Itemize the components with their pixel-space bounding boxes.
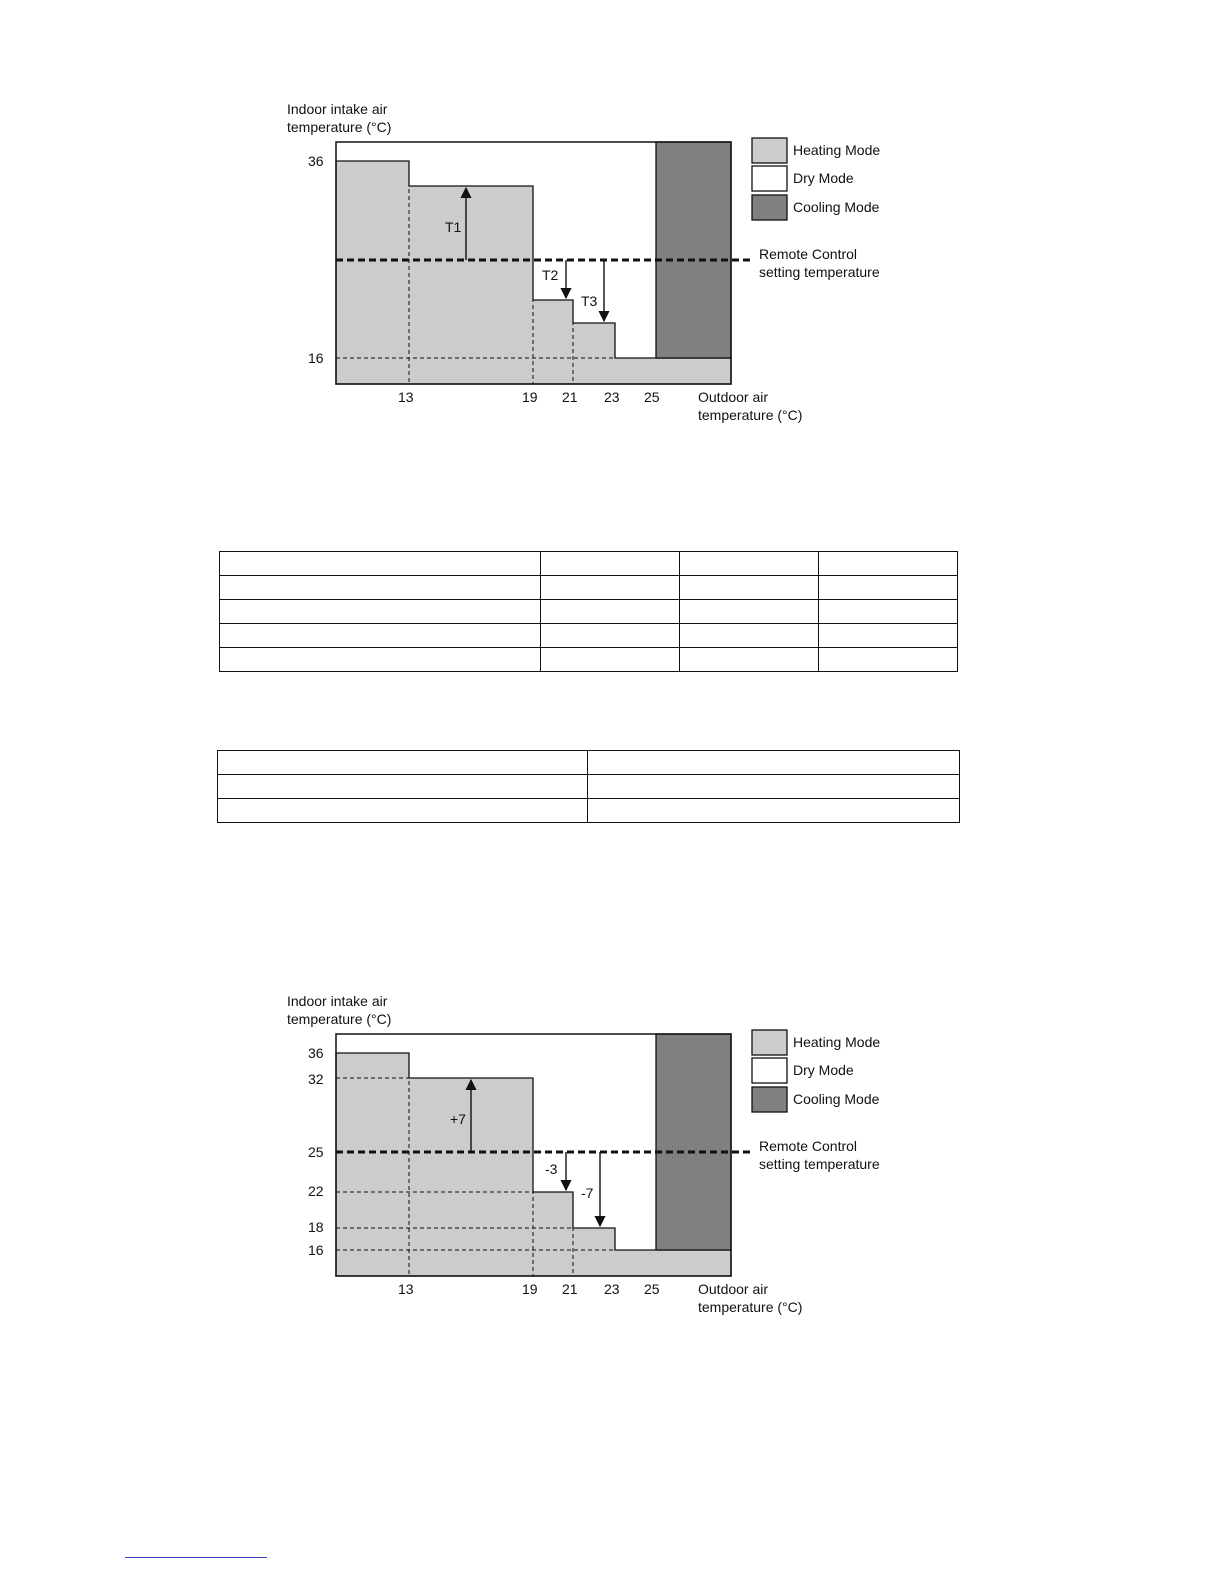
- setpoint-label-line1: Remote Control: [759, 1138, 858, 1154]
- y-tick-25: 25: [308, 1144, 324, 1160]
- x-tick-21: 21: [562, 1281, 578, 1297]
- cooling-mode-region: [656, 1034, 731, 1250]
- arrow-label-t2: T2: [542, 267, 559, 283]
- legend-swatch-heating: [752, 1030, 787, 1055]
- legend-label-heating: Heating Mode: [793, 1034, 881, 1050]
- footnote-rule: [125, 1557, 267, 1558]
- legend: [752, 1030, 880, 1112]
- cooling-mode-region: [656, 142, 731, 358]
- arrow-label-minus-7: -7: [581, 1185, 594, 1201]
- empty-table-1: [219, 551, 958, 672]
- table-row: [220, 576, 958, 600]
- y-tick-32: 32: [308, 1071, 324, 1087]
- x-tick-25: 25: [644, 1281, 660, 1297]
- x-axis-label-line2: temperature (°C): [698, 1299, 803, 1315]
- arrow-label-minus-3: -3: [545, 1161, 558, 1177]
- y-tick-22: 22: [308, 1183, 324, 1199]
- table-row: [220, 624, 958, 648]
- y-axis-label-line2: temperature (°C): [287, 119, 392, 135]
- y-axis-label-line1: Indoor intake air: [287, 993, 388, 1009]
- x-tick-19: 19: [522, 389, 538, 405]
- x-axis-label-line1: Outdoor air: [698, 389, 769, 405]
- x-axis-label-line1: Outdoor air: [698, 1281, 769, 1297]
- y-tick-16: 16: [308, 1242, 324, 1258]
- x-tick-23: 23: [604, 389, 620, 405]
- legend-label-dry: Dry Mode: [793, 1062, 854, 1078]
- legend: [752, 138, 880, 220]
- table-row: [220, 552, 958, 576]
- legend-label-cooling: Cooling Mode: [793, 1091, 880, 1107]
- x-tick-21: 21: [562, 389, 578, 405]
- table-row: [218, 751, 960, 775]
- legend-swatch-heating: [752, 138, 787, 163]
- y-tick-36: 36: [308, 1045, 324, 1061]
- arrow-label-t3: T3: [581, 293, 598, 309]
- x-tick-13: 13: [398, 389, 414, 405]
- x-axis-label-line2: temperature (°C): [698, 407, 803, 423]
- x-tick-13: 13: [398, 1281, 414, 1297]
- legend-swatch-cooling: [752, 1087, 787, 1112]
- setpoint-label-line1: Remote Control: [759, 246, 858, 262]
- table-row: [218, 775, 960, 799]
- y-tick-36: 36: [308, 153, 324, 169]
- y-tick-18: 18: [308, 1219, 324, 1235]
- x-tick-19: 19: [522, 1281, 538, 1297]
- table-row: [218, 799, 960, 823]
- mode-diagram-example: [0, 982, 1224, 1342]
- legend-swatch-dry: [752, 166, 787, 191]
- x-tick-23: 23: [604, 1281, 620, 1297]
- arrow-label-t1: T1: [445, 219, 462, 235]
- legend-swatch-dry: [752, 1058, 787, 1083]
- mode-diagram-generic: [0, 90, 1224, 450]
- x-tick-25: 25: [644, 389, 660, 405]
- setpoint-label-line2: setting temperature: [759, 264, 880, 280]
- table-row: [220, 600, 958, 624]
- y-tick-16: 16: [308, 350, 324, 366]
- legend-label-cooling: Cooling Mode: [793, 199, 880, 215]
- table-row: [220, 648, 958, 672]
- setpoint-label-line2: setting temperature: [759, 1156, 880, 1172]
- empty-table-2: [217, 750, 960, 823]
- legend-label-dry: Dry Mode: [793, 170, 854, 186]
- arrow-label-plus-7: +7: [450, 1111, 466, 1127]
- y-axis-label-line1: Indoor intake air: [287, 101, 388, 117]
- y-axis-label-line2: temperature (°C): [287, 1011, 392, 1027]
- legend-label-heating: Heating Mode: [793, 142, 881, 158]
- legend-swatch-cooling: [752, 195, 787, 220]
